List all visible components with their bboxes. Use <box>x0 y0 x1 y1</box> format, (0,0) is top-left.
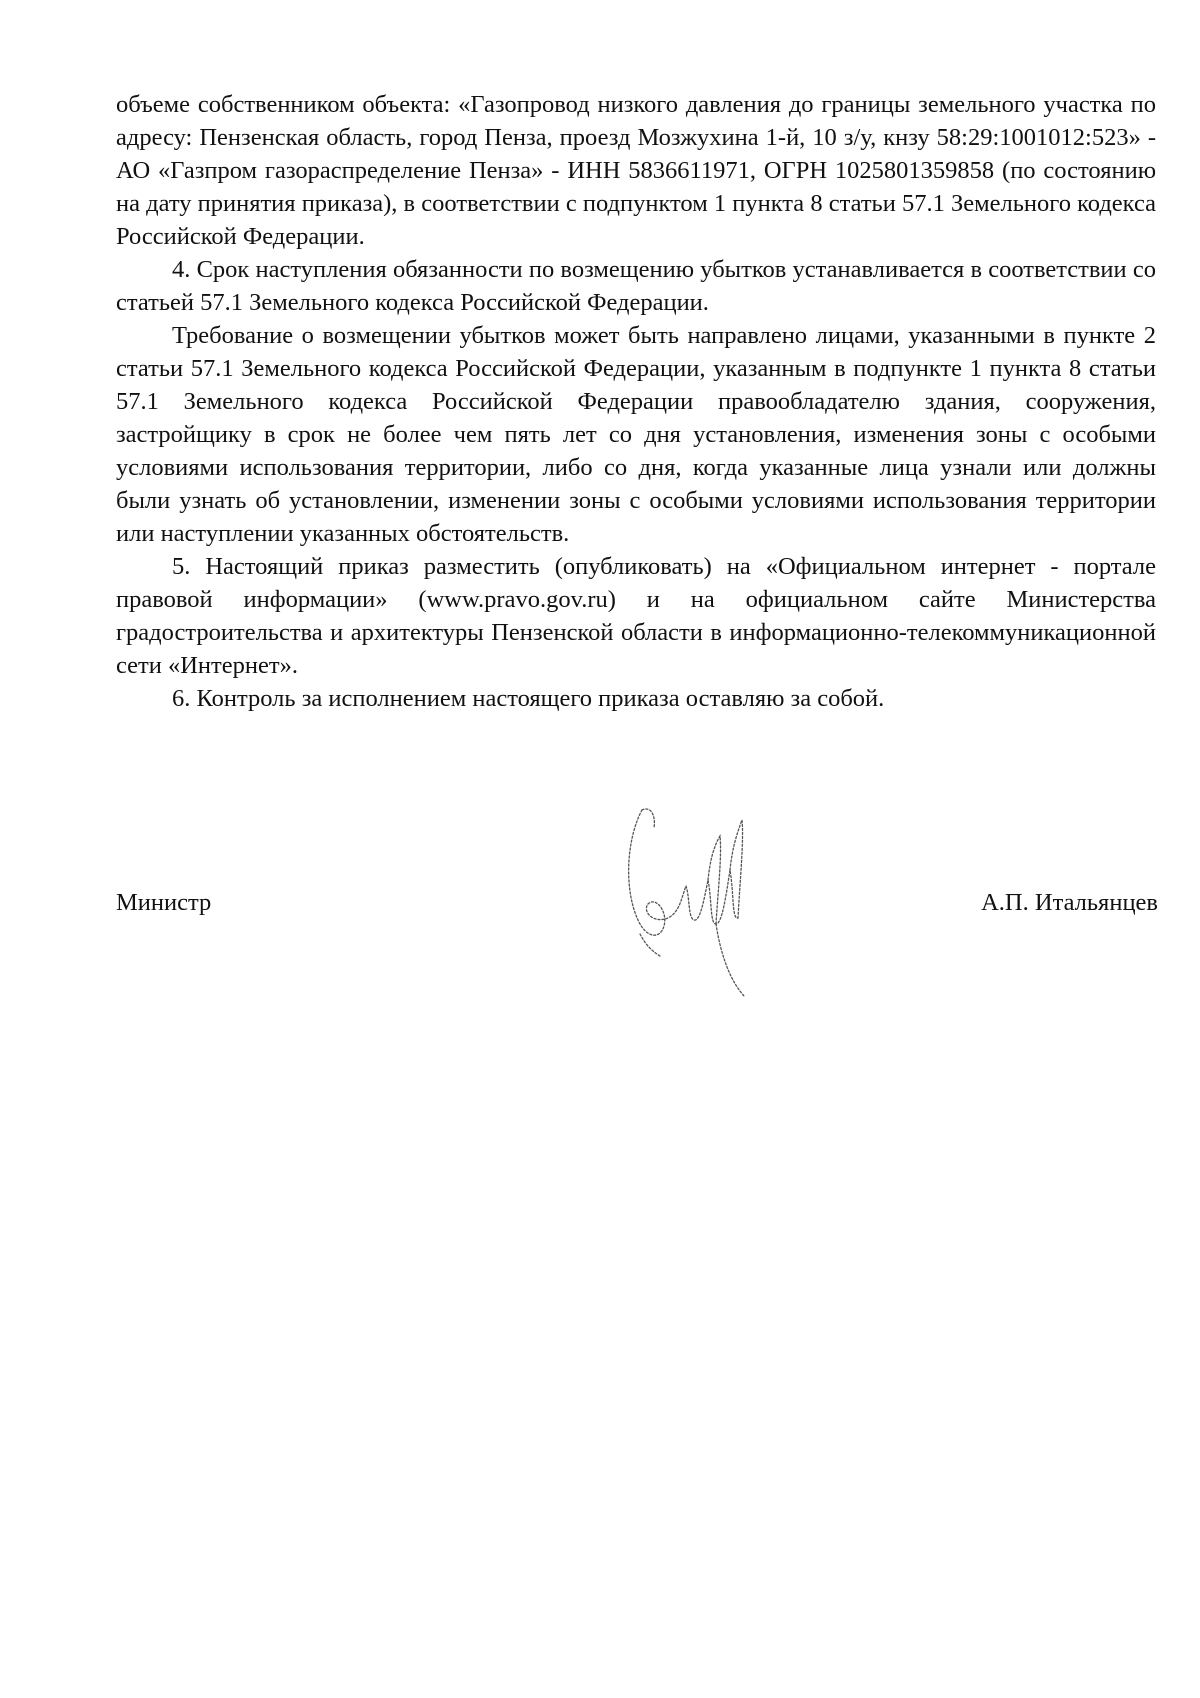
paragraph-item-6: 6. Контроль за исполнением настоящего приказа оставляю за собой. <box>172 685 885 712</box>
paragraph-item-4: 4. Срок наступления обязанности по возмещению убытков устанавливается в соответствии со статьей 57.1 Земельного кодекса Российской Федерации. <box>116 256 1156 316</box>
handwritten-signature <box>620 800 770 1000</box>
document-body <box>116 88 1156 715</box>
paragraph-continuation: объеме собственником объекта: «Газопровод низкого давления до границы земельного участка по адресу: Пензенская область, город Пенза, проезд Мозжухина 1-й, 10 з/у, кнзу 58:29:1001012:523» - АО «Газпром газораспределение Пенза» - ИНН 5836611971, ОГРН 1025801359858 (по состоянию на дату принятия приказа), в соответствии с подпунктом 1 пункта 8 статьи 57.1 Земельного кодекса Российской Федерации. <box>116 91 1156 250</box>
paragraph-damages-claim: Требование о возмещении убытков может быть направлено лицами, указанными в пункте 2 статьи 57.1 Земельного кодекса Российской Федерации, указанным в подпункте 1 пункта 8 статьи 57.1 Земельного кодекса Российской Федерации правообладателю здания, сооружения, застройщику в срок не более чем пять лет со дня установления, изменения зоны с особыми условиями использования территории, либо со дня, когда указанные лица узнали или должны были узнать об установлении, изменении зоны с особыми условиями использования территории или наступлении указанных обстоятельств. <box>116 322 1156 547</box>
paragraph-item-5: 5. Настоящий приказ разместить (опубликовать) на «Официальном интернет - портале правовой информации» (www.pravo.gov.ru) и на официальном сайте Министерства градостроительства и архитектуры Пензенской области в информационно-телекоммуникационной сети «Интернет». <box>116 553 1156 679</box>
signatory-name: А.П. Итальянцев <box>981 889 1158 916</box>
signatory-title: Министр <box>116 889 212 916</box>
